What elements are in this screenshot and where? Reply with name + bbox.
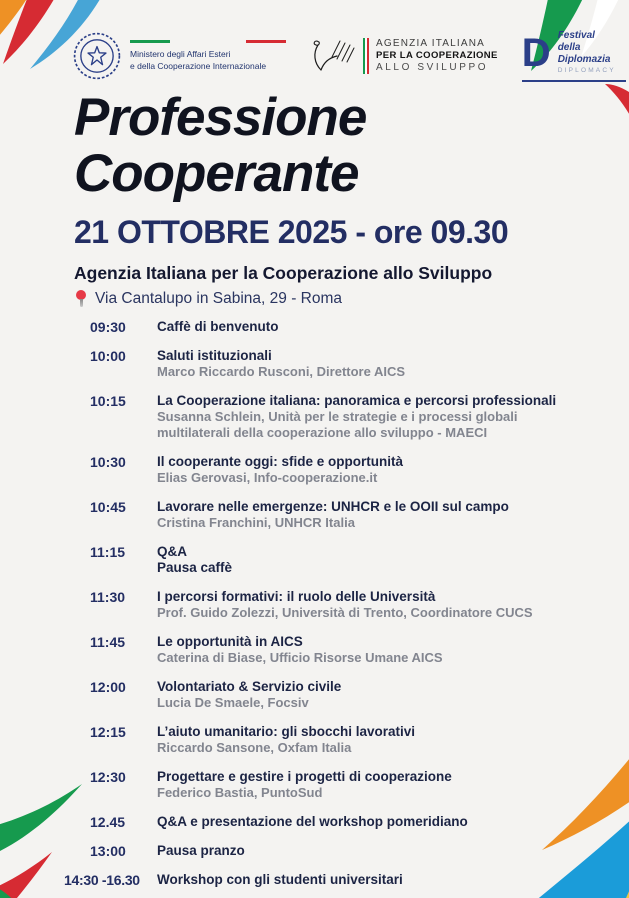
tricolor-bar-icon: [363, 38, 369, 74]
aics-text-block: [376, 38, 498, 75]
schedule-row: [64, 589, 593, 621]
schedule-entry-speaker: Caterina di Biase, Ufficio Risorse Umane AICS: [157, 650, 443, 666]
schedule-entry-title: Progettare e gestire i progetti di cooperazione: [157, 769, 452, 785]
festival-d-letter-icon: D: [521, 30, 551, 75]
location-row: [0, 289, 629, 309]
schedule-time: 10:15: [90, 393, 126, 410]
event-date: 21 OTTOBRE 2025 - ore 09.30: [74, 214, 509, 251]
ministero-logo: [72, 31, 286, 81]
schedule-entry-speaker: Marco Riccardo Rusconi, Direttore AICS: [157, 364, 406, 380]
schedule-entry-speaker: Susanna Schlein, Unità per le strategie e i processi globali: [157, 409, 518, 425]
schedule-entry-title: Il cooperante oggi: sfide e opportunità: [157, 454, 404, 470]
schedule-row: [64, 814, 593, 830]
schedule-row: [64, 872, 593, 888]
schedule-row: [64, 499, 593, 531]
schedule-list: [0, 319, 629, 888]
schedule-row: [64, 393, 593, 441]
festival-underline: [522, 80, 626, 82]
page-title-line2: Cooperante: [74, 144, 359, 204]
schedule-row: [64, 634, 593, 666]
schedule-time: 11:15: [90, 544, 126, 561]
schedule-time: 09:30: [90, 319, 126, 336]
schedule-entry: [157, 843, 245, 859]
schedule-entry-speaker: Cristina Franchini, UNHCR Italia: [157, 515, 355, 531]
schedule-time: 11:45: [90, 634, 126, 651]
schedule-row: [64, 724, 593, 756]
schedule-entry-speaker: Elias Gerovasi, Info-cooperazione.it: [157, 470, 378, 486]
ministero-text-block: [130, 40, 286, 73]
schedule-time: 14:30 -16.30: [64, 872, 140, 889]
schedule-entry: [157, 393, 556, 441]
schedule-entry: [157, 454, 403, 486]
schedule-entry-title: I percorsi formativi: il ruolo delle Università: [157, 589, 436, 605]
schedule-entry-speaker: multilaterali della cooperazione allo sviluppo - MAECI: [157, 425, 488, 441]
italy-emblem-icon: [72, 31, 122, 81]
schedule-row: [64, 319, 593, 335]
aics-name-line1: AGENZIA ITALIANA: [376, 37, 486, 49]
organization-name: Agenzia Italiana per la Cooperazione allo Sviluppo: [74, 263, 493, 284]
schedule-entry-speaker: Federico Bastia, PuntoSud: [157, 785, 323, 801]
aics-logo: [310, 35, 498, 77]
festival-line1: Festival: [557, 30, 595, 41]
schedule-entry: [157, 814, 468, 830]
schedule-entry-title: Pausa pranzo: [157, 843, 245, 859]
schedule-time: 13:00: [90, 843, 126, 860]
location-address: Via Cantalupo in Sabina, 29 - Roma: [95, 290, 343, 308]
schedule-entry: [157, 319, 279, 335]
ministero-name-line1: Ministero degli Affari Esteri: [130, 48, 231, 59]
schedule-entry-title: Saluti istituzionali: [157, 348, 272, 364]
festival-text-block: [558, 30, 616, 75]
schedule-time: 12:00: [90, 679, 126, 696]
pin-icon: [76, 289, 86, 309]
schedule-entry-title: Pausa caffè: [157, 560, 233, 576]
schedule-entry-title: Q&A: [157, 544, 187, 560]
schedule-row: [64, 679, 593, 711]
schedule-entry-title: Le opportunità in AICS: [157, 634, 303, 650]
schedule-row: [64, 544, 593, 576]
schedule-entry: [157, 348, 405, 380]
schedule-entry-title: Caffè di benvenuto: [157, 319, 279, 335]
schedule-time: 10:00: [90, 348, 126, 365]
schedule-entry: [157, 589, 533, 621]
aics-name-line3: ALLO SVILUPPO: [376, 61, 489, 73]
schedule-time: 11:30: [90, 589, 126, 606]
schedule-entry: [157, 872, 403, 888]
schedule-time: 12:15: [90, 724, 126, 741]
festival-line4: DIPLOMACY: [557, 67, 616, 75]
schedule-time: 12:30: [90, 769, 126, 786]
schedule-row: [64, 348, 593, 380]
schedule-row: [64, 769, 593, 801]
schedule-entry-speaker: Lucia De Smaele, Focsiv: [157, 695, 309, 711]
festival-diplomazia-logo: [522, 30, 626, 82]
schedule-entry: [157, 544, 232, 576]
partner-logos-row: [0, 0, 629, 82]
schedule-time: 12.45: [90, 814, 126, 831]
schedule-entry: [157, 724, 415, 756]
aics-name-line2: PER LA COOPERAZIONE: [376, 50, 498, 62]
tricolor-line-icon: [130, 40, 286, 43]
schedule-entry-title: Q&A e presentazione del workshop pomeridiano: [157, 814, 468, 830]
schedule-row: [64, 454, 593, 486]
schedule-entry-title: Volontariato & Servizio civile: [157, 679, 342, 695]
schedule-row: [64, 843, 593, 859]
schedule-entry: [157, 634, 443, 666]
schedule-entry-speaker: Prof. Guido Zolezzi, Università di Trento, Coordinatore CUCS: [157, 605, 533, 621]
schedule-time: 10:30: [90, 454, 126, 471]
festival-line2: della: [557, 41, 581, 53]
schedule-entry-title: Lavorare nelle emergenze: UNHCR e le OOII sul campo: [157, 499, 509, 515]
schedule-entry-speaker: Riccardo Sansone, Oxfam Italia: [157, 740, 352, 756]
schedule-entry-title: L’aiuto umanitario: gli sbocchi lavorativi: [157, 724, 416, 740]
schedule-entry-title: Workshop con gli studenti universitari: [157, 872, 403, 888]
schedule-time: 10:45: [90, 499, 126, 516]
schedule-entry: [157, 499, 509, 531]
festival-line3: Diplomazia: [557, 53, 611, 65]
dove-sketch-icon: [310, 35, 356, 77]
schedule-entry: [157, 769, 452, 801]
page-title: [0, 90, 629, 202]
ministero-name-line2: e della Cooperazione Internazionale: [130, 61, 267, 72]
schedule-entry-title: La Cooperazione italiana: panoramica e percorsi professionali: [157, 393, 557, 409]
page-title-line1: Professione: [74, 88, 367, 148]
schedule-entry: [157, 679, 341, 711]
